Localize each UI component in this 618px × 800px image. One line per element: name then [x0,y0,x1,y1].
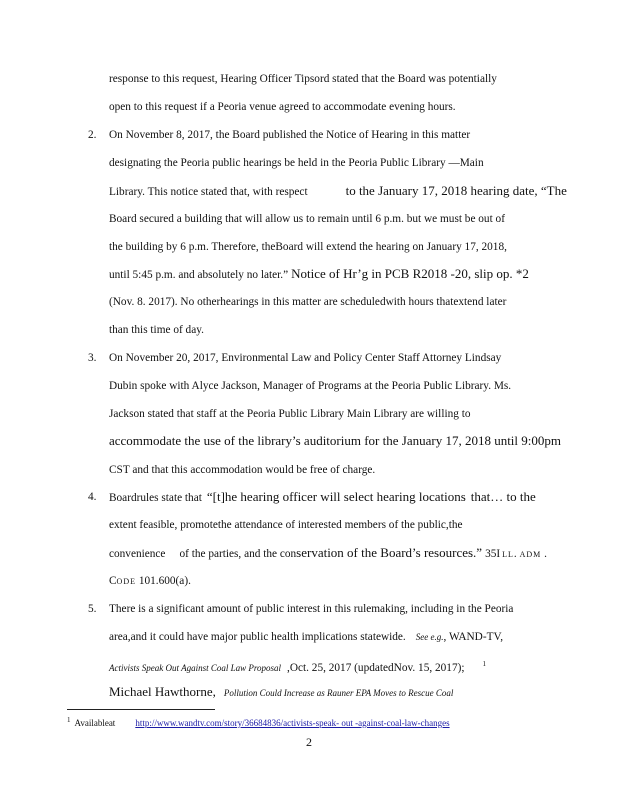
paragraph-line: response to this request, Hearing Officer Tipsord stated that the Board was potentially [109,73,497,85]
footnote-divider [67,709,215,710]
paragraph-line: designating the Peoria public hearings be held in the Peoria Public Library —Main [109,157,484,169]
item-number: 2. [88,129,97,141]
paragraph-line: open to this request if a Peoria venue agreed to accommodate evening hours. [109,101,456,113]
paragraph-line: On November 8, 2017, the Board published the Notice of Hearing in this matter [109,129,471,141]
item-number: 3. [88,352,97,364]
paragraph-line: Boardrules state that “[t]he hearing officer will select hearing locations that… to the [109,489,536,504]
paragraph-line: until 5:45 p.m. and absolutely no later.” Notice of Hr’g in PCB R2018 -20, slip op. *2 [109,266,529,281]
paragraph-line: accommodate the use of the library’s auditorium for the January 17, 2018 until 9:00pm [109,433,562,448]
paragraph-line: On November 20, 2017, Environmental Law and Policy Center Staff Attorney Lindsay [109,352,502,364]
paragraph-line: extent feasible, promotethe attendance of interested members of the public,the [109,519,463,531]
paragraph-line: Dubin spoke with Alyce Jackson, Manager of Programs at the Peoria Public Library. Ms. [109,380,512,392]
paragraph-line: Michael Hawthorne, Pollution Could Increase as Rauner EPA Moves to Rescue Coal [109,684,454,699]
footnote-ref: 1 [482,660,486,668]
paragraph-line: (Nov. 8. 2017). No otherhearings in this matter are scheduledwith hours thatextend later [109,296,507,308]
item-number: 5. [88,603,97,615]
footnote-link[interactable]: http://www.wandtv.com/story/36684836/activists-speak- out -against-coal-law-changes [135,718,450,728]
page-number: 2 [306,735,312,749]
paragraph-line: CODE 101.600(a). [109,575,191,587]
paragraph-line: the building by 6 p.m. Therefore, theBoard will extend the hearing on January 17, 2018, [109,241,507,253]
paragraph-line: Library. This notice stated that, with respect to the January 17, 2018 hearing date, “The [109,183,567,198]
paragraph-line: than this time of day. [109,324,204,336]
paragraph-line: area,and it could have major public health implications statewide. See e.g., WAND-TV, [109,631,504,643]
footnote-label: Availableat [74,718,116,728]
footnote-marker: 1 [67,716,71,724]
footnote [67,714,450,729]
paragraph-line: CST and that this accommodation would be free of charge. [109,464,376,476]
paragraph-line: Board secured a building that will allow us to remain until 6 p.m. but we must be out of [109,213,505,225]
paragraph-line: Jackson stated that staff at the Peoria Public Library Main Library are willing to [109,408,471,420]
paragraph-line: Activists Speak Out Against Coal Law Proposal ,Oct. 25, 2017 (updatedNov. 15, 2017); $^1$ [109,660,486,674]
paragraph-line: There is a significant amount of public interest in this rulemaking, including in the Peoria [109,603,514,615]
item-number: 4. [88,491,97,503]
paragraph-line: convenience of the parties, and the conservation of the Board’s resources.” 35I LL. ADM . [109,545,547,560]
